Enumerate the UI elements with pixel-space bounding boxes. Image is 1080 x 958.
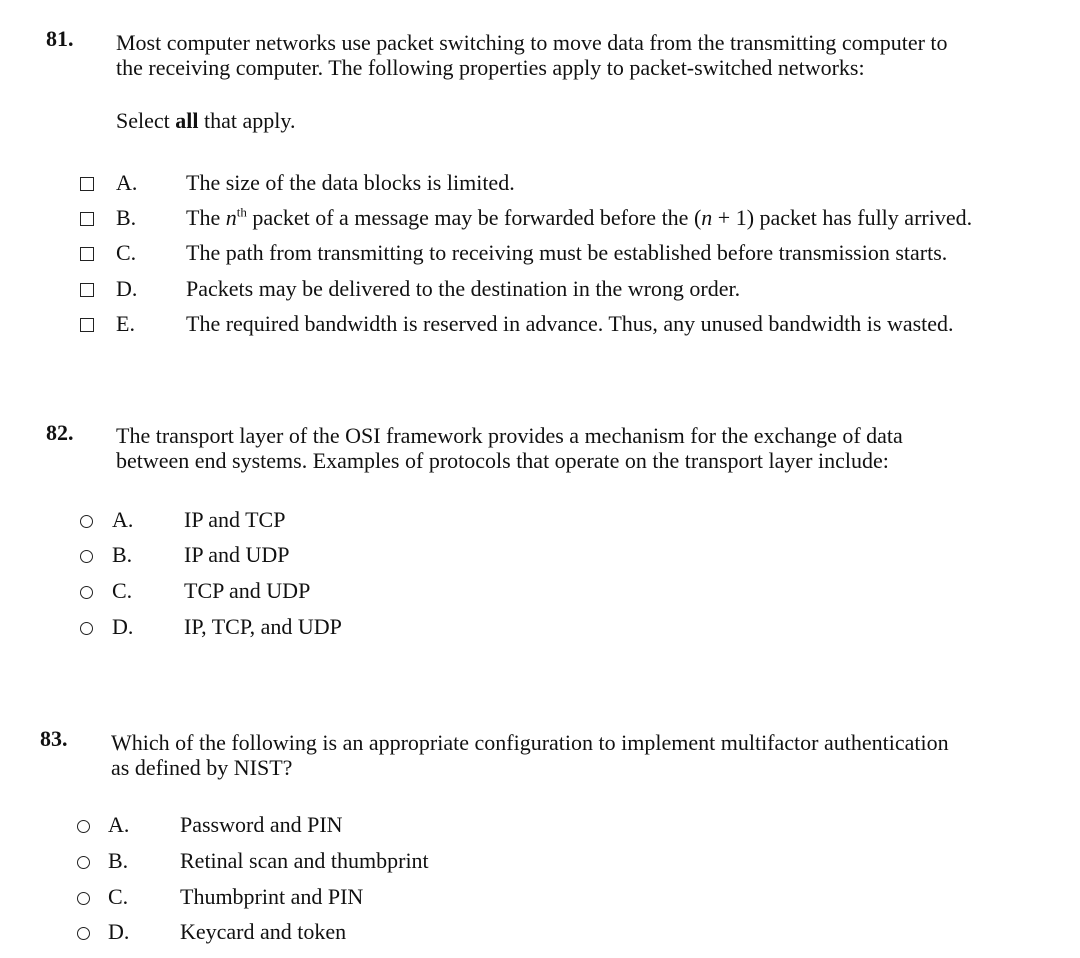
question-stem-line: as defined by NIST?: [111, 755, 293, 780]
option-text: IP, TCP, and UDP: [184, 614, 342, 639]
option-letter: A.: [116, 170, 138, 195]
option-text: The path from transmitting to receiving must be established before transmission starts.: [186, 240, 948, 265]
option-text: Thumbprint and PIN: [180, 884, 364, 909]
option-text: The $n^{th}$ packet of a message may be forwarded before the (n + 1) packet has fully arrived.: [186, 204, 973, 230]
option-letter: C.: [108, 884, 129, 909]
option-letter: E.: [116, 311, 135, 336]
question-stem: [116, 423, 903, 473]
radio-icon[interactable]: [77, 820, 90, 833]
option-letter: D.: [108, 919, 130, 944]
option-text: IP and TCP: [184, 507, 286, 532]
radio-icon[interactable]: [77, 892, 90, 905]
checkbox-icon[interactable]: [80, 177, 94, 191]
question-instruction: Select all that apply.: [116, 108, 296, 133]
question-stem: [111, 730, 949, 780]
option-b[interactable]: [0, 205, 1080, 235]
radio-icon[interactable]: [77, 856, 90, 869]
option-c[interactable]: [0, 578, 1080, 608]
radio-icon[interactable]: [80, 622, 93, 635]
question-stem-line: The transport layer of the OSI framework provides a mechanism for the exchange of data: [116, 423, 903, 448]
question-stem: [116, 30, 948, 80]
option-letter: A.: [112, 507, 134, 532]
option-letter: B.: [116, 205, 137, 230]
question-stem-line: Which of the following is an appropriate configuration to implement multifactor authentication: [111, 730, 949, 755]
radio-icon[interactable]: [80, 515, 93, 528]
option-text: TCP and UDP: [184, 578, 311, 603]
option-e[interactable]: [0, 311, 1080, 341]
option-c[interactable]: [0, 884, 1080, 914]
question-number: 81.: [46, 26, 74, 51]
option-text: The size of the data blocks is limited.: [186, 170, 515, 195]
option-a[interactable]: [0, 507, 1080, 537]
radio-icon[interactable]: [77, 927, 90, 940]
option-a[interactable]: [0, 812, 1080, 842]
option-d[interactable]: [0, 919, 1080, 949]
option-text: Retinal scan and thumbprint: [180, 848, 429, 873]
option-letter: C.: [112, 578, 133, 603]
option-c[interactable]: [0, 240, 1080, 270]
option-letter: A.: [108, 812, 130, 837]
option-b[interactable]: [0, 542, 1080, 572]
checkbox-icon[interactable]: [80, 318, 94, 332]
question-stem-line: between end systems. Examples of protocols that operate on the transport layer include:: [116, 448, 889, 473]
option-letter: B.: [108, 848, 129, 873]
option-text: Password and PIN: [180, 812, 343, 837]
question-stem-line: Most computer networks use packet switching to move data from the transmitting computer to: [116, 30, 948, 55]
option-b[interactable]: [0, 848, 1080, 878]
checkbox-icon[interactable]: [80, 283, 94, 297]
option-d[interactable]: [0, 276, 1080, 306]
question-number: 83.: [40, 726, 68, 751]
radio-icon[interactable]: [80, 586, 93, 599]
option-letter: D.: [116, 276, 138, 301]
option-text: Keycard and token: [180, 919, 347, 944]
option-text: IP and UDP: [184, 542, 290, 567]
instruction-emphasis: all: [175, 108, 199, 133]
checkbox-icon[interactable]: [80, 247, 94, 261]
option-a[interactable]: [0, 170, 1080, 200]
option-letter: D.: [112, 614, 134, 639]
option-text: Packets may be delivered to the destination in the wrong order.: [186, 276, 741, 301]
option-letter: B.: [112, 542, 133, 567]
question-number: 82.: [46, 420, 74, 445]
question-stem-line: the receiving computer. The following properties apply to packet-switched networks:: [116, 55, 865, 80]
radio-icon[interactable]: [80, 550, 93, 563]
option-text: The required bandwidth is reserved in advance. Thus, any unused bandwidth is wasted.: [186, 311, 954, 336]
checkbox-icon[interactable]: [80, 212, 94, 226]
option-letter: C.: [116, 240, 137, 265]
option-d[interactable]: [0, 614, 1080, 644]
